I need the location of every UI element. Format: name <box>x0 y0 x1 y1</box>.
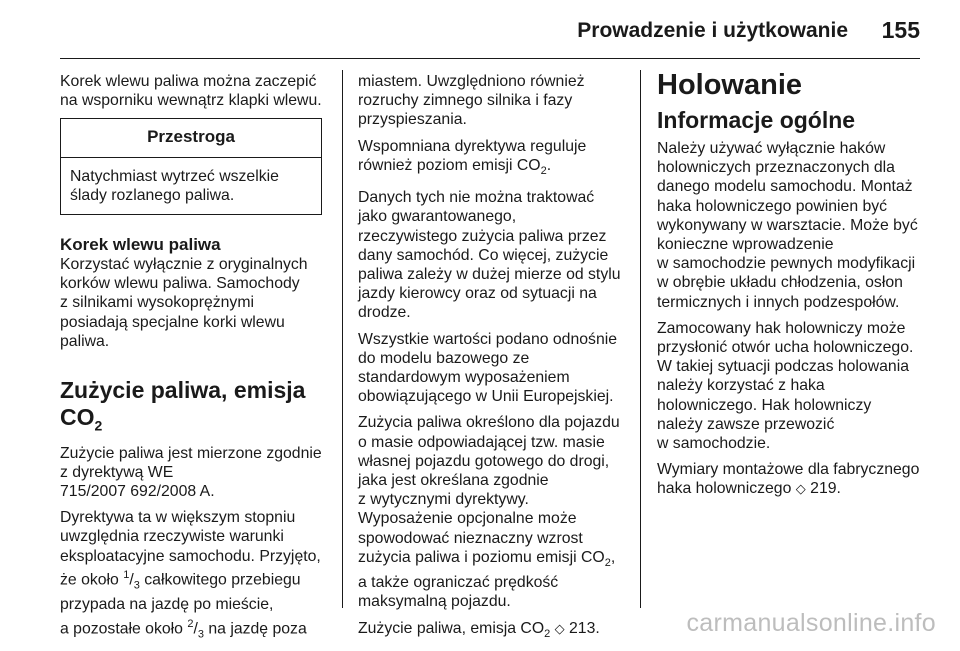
paragraph <box>358 413 628 611</box>
reference-page: 213. <box>564 619 600 637</box>
subscript: 2 <box>94 417 103 434</box>
text-run: . <box>546 156 552 174</box>
paragraph: Danych tych nie można traktować jako gwarantowanego, rzeczywistego zużycia paliwa przez dany samochód. Co więcej, zużycie paliwa zależy w dużej mierze od stylu jazdy kierowcy oraz od sytuacji na drodze. <box>358 189 621 322</box>
fraction-denominator: 3 <box>133 579 140 592</box>
text-run: , a także ograniczać prędkość maksymalną pojazdu. <box>358 548 616 611</box>
fraction-numerator: 1 <box>123 568 130 581</box>
fraction-denominator: 3 <box>197 628 204 641</box>
general-info-heading: Informacje ogólne <box>657 107 856 133</box>
reference-page: 219. <box>805 480 841 498</box>
reference-arrow-icon: ◇ <box>795 481 806 497</box>
warning-title: Przestroga <box>61 119 321 157</box>
text-run: Zużycia paliwa określono dla pojazdu o masie odpowiadającej tzw. masie własnej pojazdu gotowego do drogi, jaka jest określana zgodnie z wytycznymi dyrektywy. Wyposażenie opcjonalne może spowodować nieznaczny wzrost zużycia paliwa i poziomu emisji CO <box>358 414 620 566</box>
fuel-consumption-heading-main: Zużycie paliwa, emisja <box>60 377 306 404</box>
header-rule <box>60 58 920 59</box>
fuel-consumption-heading-co: CO <box>60 404 95 431</box>
text-run: całkowitego przebiegu przypada na jazdę po mieście, a pozostałe około <box>60 571 301 637</box>
subscript: 2 <box>604 556 611 569</box>
towing-heading: Holowanie <box>657 69 803 101</box>
column-divider <box>342 70 343 608</box>
text-run: Wspomniana dyrektywa reguluje również poziom emisji CO <box>358 137 587 174</box>
warning-box <box>60 118 322 215</box>
reference-arrow-icon: ◇ <box>554 620 565 636</box>
cross-reference[interactable] <box>358 619 628 644</box>
page-number: 155 <box>881 17 920 43</box>
fraction-numerator: 2 <box>187 617 194 630</box>
paragraph: miastem. Uwzględniono również rozruchy zimnego silnika i fazy przyspieszania. <box>358 73 585 129</box>
paragraph: Należy używać wyłącznie haków holowniczych przeznaczonych dla danego modelu samochodu. Montaż haka holowniczego powinien być wykonywany w warsztacie. Może być konieczne wprowadzenie w samochodzie pewnych modyfikacji w obrębie układu chłodzenia, osłon termicznych i innych podzespołów. <box>657 140 918 311</box>
text-run: Zużycie paliwa, emisja CO <box>358 619 545 637</box>
watermark: carmanualsonline.info <box>686 609 936 637</box>
paragraph <box>358 137 628 182</box>
fuel-cap-paragraph: Korzystać wyłącznie z oryginalnych korków wlewu paliwa. Samochody z silnikami wysokoprężnymi posiadają specjalne korki wlewu paliwa. <box>60 256 308 350</box>
warning-text: Natychmiast wytrzeć wszelkie ślady rozlanego paliwa. <box>70 167 279 204</box>
column-left <box>60 72 328 651</box>
paragraph: Wszystkie wartości podano odnośnie do modelu bazowego ze standardowym wyposażeniem obowiązującego w Unii Europejskiej. <box>358 330 618 406</box>
directive-paragraph: Dyrektywa ta w większym stopniu uwzględnia rzeczywiste warunki eksploatacyjne samochodu. Przyjęto, że około $^1/_3$ całkowitego przebiegu przypada na jazdę po mieście, a pozostałe około $^2/_3$ na jazdę poza <box>60 509 321 641</box>
subscript: 2 <box>540 164 547 177</box>
fuel-cap-heading: Korek wlewu paliwa <box>60 235 221 255</box>
cross-reference[interactable] <box>657 460 932 498</box>
column-divider <box>640 70 641 608</box>
page-header-title: Prowadzenie i użytkowanie <box>577 19 848 42</box>
text-run: Wymiary montażowe dla fabrycznego haka holowniczego <box>657 461 920 498</box>
column-right <box>657 69 932 506</box>
column-middle <box>358 72 628 651</box>
text-run: Dyrektywa ta w większym stopniu uwzględnia rzeczywiste warunki eksploatacyjne samochodu. Przyjęto, że około <box>60 509 321 589</box>
paragraph: Zamocowany hak holowniczy może przysłonić otwór ucha holowniczego. W takiej sytuacji podczas holowania należy korzystać z haka holowniczego. Hak holowniczy należy zawsze przewozić w samochodzie. <box>657 319 914 453</box>
fuel-consumption-heading <box>60 377 328 440</box>
subscript: 2 <box>544 627 551 640</box>
consumption-paragraph: Zużycie paliwa jest mierzone zgodnie z dyrektywą WE 715/2007 692/2008 A. <box>60 444 322 501</box>
text-run: na jazdę poza <box>203 619 307 637</box>
intro-paragraph: Korek wlewu paliwa można zaczepić na wsporniku wewnątrz klapki wlewu. <box>60 73 322 110</box>
